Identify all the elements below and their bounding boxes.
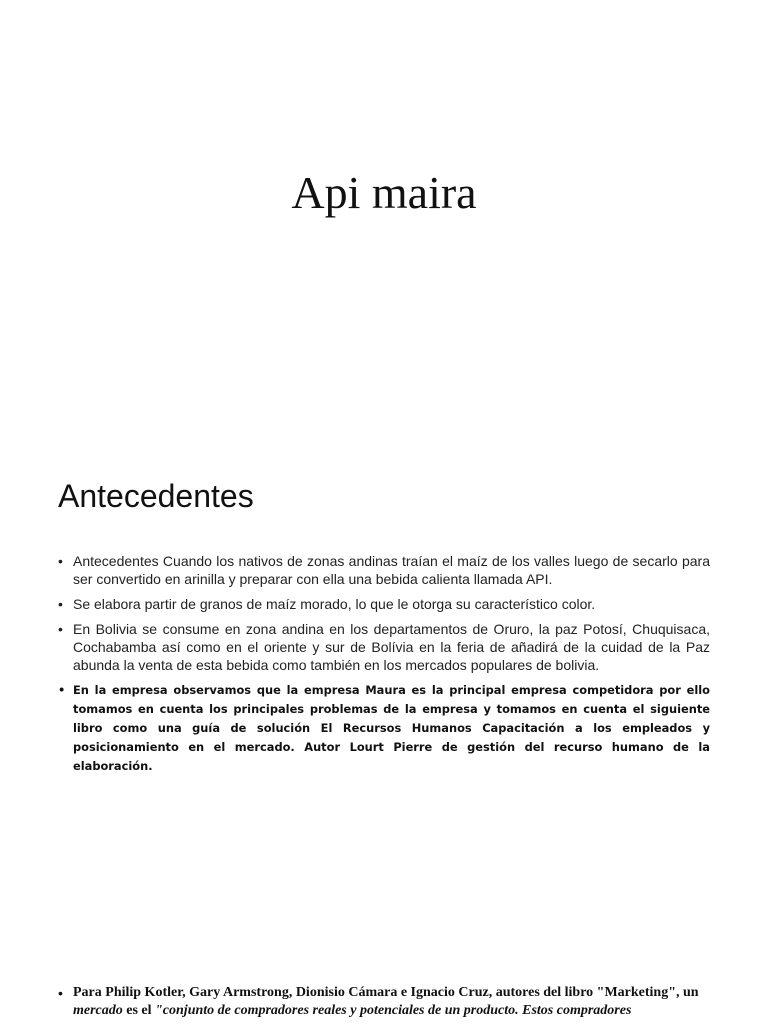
title-slide [0, 0, 768, 460]
bullet-item [58, 681, 710, 776]
bullet-text-italic: mercado [73, 1003, 123, 1018]
bullet-text: En Bolivia se consume en zona andina en los departamentos de Oruro, la paz Potosí, Chuquisaca, Cochabamba así como en el oriente y sur de Bolívia en la feria de añadirá de la cuidad de la Paz abunda la venta de esta bebida como también en los mercados populares de bolivia. [73, 621, 710, 673]
bullet-marker: • [58, 596, 63, 612]
section-heading: Antecedentes [58, 478, 254, 514]
bullet-item [58, 552, 710, 588]
main-title: Api maira [291, 167, 477, 218]
bullet-item [58, 620, 710, 674]
bullet-marker: • [58, 553, 63, 569]
marketing-bullet-list [58, 984, 710, 1020]
bullet-text: En la empresa observamos que la empresa Maura es la principal empresa competidora por ello tomamos en cuenta los principales problemas de la empresa y tomamos en cuenta el siguiente libro como una guía de solución El Recursos Humanos Capacitación a los empleados y posicionamiento en el mercado. Autor Lourt Pierre de gestión del recurso humano de la elaboración. [73, 683, 710, 773]
bullet-text-italic: "conjunto de compradores reales y potenciales de un producto. Estos compradores [155, 1003, 632, 1018]
bullet-marker: • [58, 985, 63, 1001]
bullet-text: Antecedentes Cuando los nativos de zonas andinas traían el maíz de los valles luego de secarlo para ser convertido en arinilla y preparar con ella una bebida calienta llamada API. [73, 553, 710, 587]
bullet-text: Se elabora partir de granos de maíz morado, lo que le otorga su característico color. [73, 596, 596, 612]
bullet-text-part: Para Philip Kotler, Gary Armstrong, Dionisio Cámara e Ignacio Cruz, autores del libro "Marketing", un [73, 985, 699, 1000]
bullet-marker: • [58, 683, 66, 697]
bullet-marker: • [58, 621, 63, 637]
antecedentes-bullet-list [58, 552, 710, 783]
bullet-text-part: es el [122, 1003, 156, 1018]
bullet-item [58, 595, 710, 613]
bullet-item [58, 984, 710, 1020]
